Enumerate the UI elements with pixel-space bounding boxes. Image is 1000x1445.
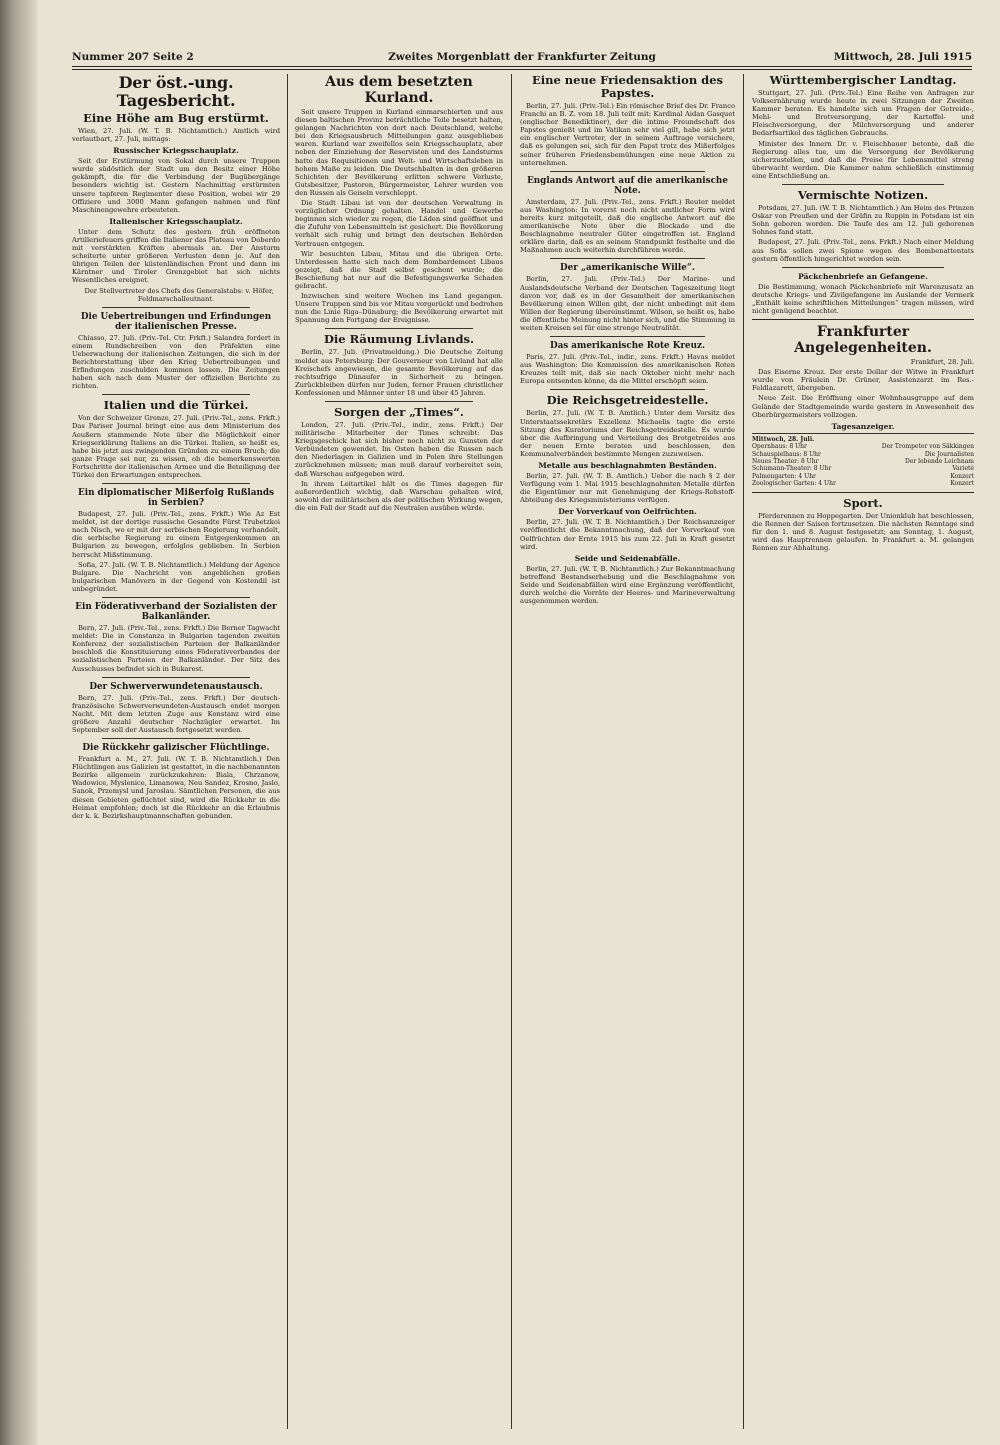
- headline-kurland: Aus dem besetzten Kurland.: [325, 74, 473, 106]
- article-text: Potsdam, 27. Juli. (W. T. B. Nichtamtlich.) Am Heim des Prinzen Oskar von Preußen und der Gräfin zu Ruppin in Potsdam ist ein Sohn geboren worden. Die Taufe des am 12. Juli geborenen Sohnes fand statt.: [752, 204, 974, 237]
- headline-italien-tuerkei: Italien und die Türkei.: [103, 398, 249, 413]
- article-text: Paris, 27. Juli. (Priv.-Tel., indir., zens. Frkft.) Havas meldet aus Washington: Die Kommission des amerikanischen Roten Kreuzes teilt mit, daß sie nach Oktober nicht mehr nach Europa entsenden könne, da die Mittel erschöpft seien.: [520, 353, 735, 386]
- article-text: Von der Schweizer Grenze, 27. Juli. (Priv.-Tel., zens. Frkft.) Das Pariser Journal bringt eine aus dem Ministerium des Aeußern stammende Note über die Möglichkeit einer Kriegserklärung Italiens an die Türkei. Italien, so heißt es, habe bis jetzt aus zwingenden Gründen zu einem Bruch; die ganze Frage sei nur, zu wissen, ob die bemerkenswerten Fortschritte der italienischen Armee und die Beteiligung der Türkei den Erwartungen entsprechen.: [72, 414, 280, 479]
- schedule-rows: [752, 443, 974, 487]
- schedule-table: [752, 433, 974, 488]
- book-spine: [0, 0, 38, 1445]
- article-text: Wir besuchten Libau, Mitau und die übrigen Orte. Unterdessen hatte sich nach dem Bombardement Libaus gezeigt, daß die Stadt selbst geschont wurde; die Beschießung hat nur auf die Befestigungswerke Schaden gebracht.: [295, 249, 503, 290]
- headline-presse: Die Uebertreibungen und Erfindungen der italienischen Presse.: [80, 311, 272, 332]
- article-text: Berlin, 27. Juli. (W. T. B. Amtlich.) Unter dem Vorsitz des Unterstaatssekretärs Exzellenz Michaelis tagte die erste Sitzung des Kuratoriums der Reichsgetreidestelle. Es wurde über die Aufbringung und Verteilung des Brotgetreides aus der neuen Ernte beraten und beschlossen, den Kommunalverbänden bestimmte Mengen zuzuweisen.: [520, 409, 735, 458]
- column-divider: [511, 74, 512, 1429]
- dateline: Wien, 27. Juli. (W. T. B. Nichtamtlich.) Amtlich wird verlautbart, 27. Juli, mittags:: [72, 127, 280, 144]
- schedule-row: [752, 451, 974, 458]
- issue-date: Mittwoch, 28. Juli 1915: [833, 51, 972, 63]
- column-3: [520, 74, 735, 1429]
- schedule-row: [752, 480, 974, 487]
- masthead: [72, 50, 972, 67]
- headline-england: Englands Antwort auf die amerikanische Note.: [527, 175, 728, 196]
- headline-paeckchen: Päckchenbriefe an Gefangene.: [798, 271, 928, 281]
- masthead-rule: [72, 69, 972, 70]
- article-text: Inzwischen sind weitere Wochen ins Land gegangen. Unsere Truppen sind bis vor Mitau vorgerückt und bedrohen nun die Linie Riga–Dünaburg; die Bevölkerung erwartet mit Spannung den Fortgang der Ereignisse.: [295, 292, 503, 325]
- headline-misserfolg: Ein diplomatischer Mißerfolg Rußlands in Serbien?: [78, 488, 274, 509]
- schedule-venue: Neues Theater: 8 Uhr: [752, 457, 819, 465]
- schedule-row: [752, 465, 974, 472]
- headline-galizien: Die Rückkehr galizischer Flüchtlinge.: [82, 743, 270, 754]
- column-4: [752, 74, 974, 1429]
- issue-number: Nummer 207 Seite 2: [72, 51, 194, 63]
- article-text: Pferderennen zu Hoppegarten. Der Unionklub hat beschlossen, die Rennen der Saison fortzusetzen. Die nächsten Renntage sind für den 1. und 8. August festgesetzt; am Sonntag, 1. August, wird das Hauptrennen gelaufen. In Frankfurt a. M. gelangen Rennen zur Abhaltung.: [752, 511, 974, 552]
- headline-wille: Der „amerikanische Wille“.: [560, 263, 695, 274]
- subhead-hoehe: Eine Höhe am Bug erstürmt.: [83, 111, 269, 125]
- schedule-event: Die Journalisten: [924, 450, 974, 458]
- article-text: London, 27. Juli. (Priv.-Tel., indir., zens. Frkft.) Der militärische Mitarbeiter der Times schreibt: Das Kriegsgeschick hat sich bisher noch nicht zu Gunsten der Verbündeten gewendet. Im Osten haben die Russen nach den Niederlagen in Galizien und in Polen ihre Stellungen zurücknehmen müssen; man muß darauf vorbereitet sein, daß Warschau aufgegeben wird.: [295, 421, 503, 478]
- schedule-venue: Schumann-Theater: 8 Uhr: [752, 465, 832, 473]
- headline-livland: Die Räumung Livlands.: [323, 332, 475, 347]
- schedule-row: [752, 473, 974, 480]
- article-text: Berlin, 27. Juli. (Priv.-Tel.) Ein römischer Brief des Dr. Franco Franchi an B. Z. vom 18. Juli teilt mit: Kardinal Aidan Gasquet (englischer Benediktiner), der die intime Freundschaft des Papstes genießt und im Vatikan sehr viel gilt, habe sich jetzt ein englischer Vertreter, der in seinem Auftrage versichere, daß es gelungen sei, sich für den Papst trotz des Mißerfolges seiner früheren Friedensbemühungen eine neue Aktion zu unternehmen.: [520, 102, 735, 167]
- article-text: Seit unsere Truppen in Kurland einmarschierten und aus diesen baltischen Provinz beträchtliche Teile besetzt halten, gelangen Nachrichten von dort nach Deutschland, welche bei den Kriegsausbruch Mitteilungen ganz ausgeblieben waren. Kurland war zweifellos sein Kriegsschauplatz, aber neben der Einziehung der Reservisten und des Landsturms hatte das Requisitionen und Welt- und Wirtschaftsleben in hohem Maße zu leiden. Die Deutschbalten in den größeren Schichten der Bevölkerung erlitten schwere Verluste, Gutsbesitzer, Pastoren, Bürgermeister, Lehrer wurden von den Russen als Geiseln verschleppt.: [295, 108, 503, 197]
- column-divider: [743, 74, 744, 1429]
- article-text: In ihrem Leitartikel hält es die Times dagegen für außerordentlich wichtig, daß Warschau gehalten wird, sowohl der militärischen als der politischen Wirkung wegen, die ein Fall der Stadt auf die Neutralen ausüben würde.: [295, 479, 503, 512]
- schedule-row: [752, 443, 974, 450]
- article-text: Bern, 27. Juli. (Priv.-Tel., zens. Frkft.) Die Berner Tagwacht meldet: Die in Constanza in Bulgarien tagenden zweiten Konferenz der sozialistischen Parteien der Balkanländer beschloß die Konstituierung eines Föderativverbandes der sozialistischen Parteien der Balkanländer. Der Sitz des Ausschusses befindet sich in Bukarest.: [72, 624, 280, 673]
- schedule-event: Varieté: [952, 465, 974, 473]
- article-text: Berlin, 27. Juli. (W. T. B. Nichtamtlich.) Zur Bekanntmachung betreffend Bestandserhebung und die Beschlagnahme von Seide und Seidenabfällen wird eine Ergänzung veröffentlicht, durch welche die Vorräte der Heeres- und Marineverwaltung ausgenommen werden.: [520, 564, 735, 606]
- article-text: Amsterdam, 27. Juli. (Priv.-Tel., zens. Frkft.) Reuter meldet aus Washington: In vorerst noch nicht amtlicher Form wird bereits kurz mitgeteilt, daß die englische Antwort auf die amerikanische Note über die Blockade und die Beschlagnahme neutraler Güter eingetroffen ist. England erkläre darin, daß es an seinem Standpunkt festhalte und die Maßnahmen auch weiterhin durchführen werde.: [520, 197, 735, 255]
- headline-times: Sorgen der „Times“.: [334, 405, 464, 419]
- headline-schwerverwundete: Der Schwerverwundetenaustausch.: [89, 681, 263, 692]
- column-1: [72, 74, 280, 1429]
- headline-vermischte: Vermischte Notizen.: [797, 188, 929, 203]
- article-text: Die Bestimmung, wonach Päckchenbriefe mit Warenzusatz an deutsche Kriegs- und Zivilgefangene im Auslande der Vermerk „Enthält keine schriftlichen Mitteilungen“ tragen müssen, wird nicht genügend beachtet.: [752, 282, 974, 315]
- column-2: [295, 74, 503, 1429]
- schedule-venue: Zoologischer Garten: 4 Uhr: [752, 480, 836, 488]
- article-text: Berlin, 27. Juli. (Privatmeldung.) Die Deutsche Zeitung meldet aus Petersburg: Der Gouverneur von Livland hat alle Kreischefs angewiesen, die gesamte Bevölkerung auf das rechtsufrige Dünaufer in Sicherheit zu bringen. Zurückbleiben dürfen nur Juden, ferner Frauen christlicher Konfessionen und Männer unter 18 und über 45 Jahren.: [295, 348, 503, 397]
- article-text: Bern, 27. Juli. (Priv.-Tel., zens. Frkft.) Der deutsch-französische Schwerverwundeten-Austausch endet morgen Nacht. Mit dem letzten Zuge aus Konstanz wird eine größere Anzahl deutscher Nachzügler erwartet. Im September soll der Austausch fortgesetzt werden.: [72, 693, 280, 734]
- section-russ: Russischer Kriegsschauplatz.: [113, 146, 239, 156]
- dateline: Frankfurt, 28. Juli.: [910, 358, 974, 367]
- headline-seide: Seide und Seidenabfälle.: [574, 553, 681, 563]
- article-text: Stuttgart, 27. Juli. (Priv.-Tel.) Eine Reihe von Anfragen zur Volksernährung wurde heute in zwei Sitzungen der Zweiten Kammer beraten. Es handelte sich um Fragen der Getreide-, Mehl- und Brotversorgung, der Kartoffel- und Fleischversorgung, der Milchversorgung und anderer Bedarfsartikel des täglichen Gebrauchs.: [752, 89, 974, 138]
- newspaper-title: Zweites Morgenblatt der Frankfurter Zeitung: [388, 51, 656, 63]
- article-text: Berlin, 27. Juli. (Priv.-Tel.) Der Marine- und Auslandsdeutsche Verband der Deutschen Tageszeitung liegt davon vor, daß es in der Gesamtheit der amerikanischen Bevölkerung einen Willen gibt, der nicht unbedingt mit dem Willen der Regierung übereinstimmt. Wilson, so heißt es, habe die öffentliche Meinung nicht hinter sich, und die Stimmung in weiten Kreisen sei für eine strenge Neutralität.: [520, 275, 735, 332]
- schedule-venue: Palmengarten: 4 Uhr: [752, 472, 816, 480]
- schedule-event: Konzert: [950, 480, 974, 488]
- section-ital: Italienischer Kriegsschauplatz.: [109, 216, 243, 226]
- article-text: Die Stadt Libau ist von der deutschen Verwaltung in vorzüglicher Ordnung gehalten. Handel und Gewerbe beginnen sich wieder zu regen, die Läden sind geöffnet und die Zufuhr von Lebensmitteln ist gesichert. Die Bevölkerung verhält sich ruhig und bringt den deutschen Behörden Vertrauen entgegen.: [295, 199, 503, 248]
- headline-metalle: Metalle aus beschlagnahmten Beständen.: [538, 461, 717, 470]
- headline-foederativ: Ein Föderativverband der Sozialisten der Balkanländer.: [75, 602, 277, 623]
- article-text: Sofia, 27. Juli. (W. T. B. Nichtamtlich.) Meldung der Agence Bulgare. Die Nachricht von angeblichen großen bulgarischen Manövern in der Gegend von Kostendil ist unbegründet.: [72, 560, 280, 593]
- schedule-venue: Opernhaus: 8 Uhr: [752, 443, 807, 451]
- article-text: Das Eiserne Kreuz. Der erste Dollar der Witwe in Frankfurt wurde von Fräulein Dr. Grüner, Assistenzarzt im Res.-Feldlazarett, übergeben.: [752, 368, 974, 393]
- schedule-venue: Schauspielhaus: 8 Uhr: [752, 450, 821, 458]
- headline-frankfurt: Frankfurter Angelegenheiten.: [794, 324, 932, 357]
- article-text: Berlin, 27. Juli. (W. T. B. Amtlich.) Ueber die nach § 2 der Verfügung vom 1. Mai 1915 beschlagnahmten Metalle dürfen die Eigentümer nur mit Genehmigung der Kriegs-Rohstoff-Abteilung des Kriegsministeriums verfügen.: [520, 472, 735, 505]
- headline-reichsgetreide: Die Reichsgetreidestelle.: [546, 393, 709, 408]
- headline-tagesanzeiger: Tagesanzeiger.: [831, 421, 895, 431]
- article-text: Minister des Innern Dr. v. Fleischhauer betonte, daß die Regierung alles tue, um die Versorgung der Bevölkerung sicherzustellen, und daß die Preise für Lebensmittel streng überwacht werden. Die Kammer nahm schließlich einstimmig eine Entschließung an.: [752, 139, 974, 180]
- article-text: Berlin, 27. Juli. (W. T. B. Nichtamtlich.) Der Reichsanzeiger veröffentlicht die Bekanntmachung, daß der Vorverkauf von Oelfrüchten der Ernte 1915 bis zum 22. Juli in Kraft gesetzt wird.: [520, 518, 735, 551]
- article-text: Neue Zeit. Die Eröffnung einer Wohnhausgruppe auf dem Gelände der Stadtgemeinde wurde gestern in Anwesenheit des Oberbürgermeisters vollzogen.: [752, 394, 974, 419]
- article-text: Budapest, 27. Juli. (Priv.-Tel., zens. Frkft.) Nach einer Meldung aus Sofia sollen zwei Spione wegen des Bombenattentats gestern öffentlich hingerichtet worden sein.: [752, 238, 974, 263]
- headline-rotes-kreuz: Das amerikanische Rote Kreuz.: [549, 341, 706, 352]
- schedule-event: Der lebende Leichnam: [905, 457, 974, 465]
- schedule-event: Konzert: [950, 472, 974, 480]
- article-text: Frankfurt a. M., 27. Juli. (W. T. B. Nichtamtlich.) Den Flüchtlingen aus Galizien ist gestattet, in die nachbenannten Bezirke allgemein zurückzukehren: Biala, Chrzanow, Wadowice, Myslenice, Limanowa, Neu Sandez, Krosno, Jaslo, Sanok, Przemysl und Jaroslau. Sämtlichen Personen, die aus diesen Gebieten geflüchtet sind, wird die Rückkehr in die Heimat empfohlen; doch ist die Rückkehr an die Erlaubnis der k. k. Bezirkshauptmannschaften gebunden.: [72, 755, 280, 820]
- headline-sport: Sport.: [843, 495, 883, 510]
- schedule-row: [752, 458, 974, 465]
- article-text: Chiasso, 27. Juli. (Priv.-Tel. Ctr. Frkft.) Salandra fordert in einem Rundschreiben von den Präfekten eine Ueberwachung der italienischen Zeitungen, die sich in der Berichterstattung über den Krieg Uebertreibungen und Erfindungen zuschulden kommen lassen. Die Zeitungen haben sich nach dem Muster der offiziellen Berichte zu richten.: [72, 333, 280, 391]
- headline-papst: Eine neue Friedensaktion des Papstes.: [531, 74, 724, 100]
- article-text: Unter dem Schutz des gestern früh eröffneten Artilleriefeuers griffen die Italiener das Plateau von Doberdo mit verstärkten Kräften abermals an. Der Ansturm scheiterte unter größeren Verlusten denn je. Auf den übrigen Teilen der küstenländischen Front und dann im Kärntner und Tiroler Grenzgebiet hat sich nichts Wesentliches ereignet.: [72, 227, 280, 285]
- signature: Der Stellvertreter des Chefs des Generalstabs: v. Höfer, Feldmarschalleutnant.: [84, 286, 274, 303]
- schedule-event: Der Trompeter von Säkkingen: [881, 443, 974, 451]
- headline-tagesbericht: Der öst.-ung. Tagesbericht.: [116, 74, 236, 110]
- article-text: Seit der Erstürmung von Sokal durch unsere Truppen wurde südöstlich der Stadt um den Besitz einer Höhe gekämpft, die für die Verbindung der Bugübergänge besonders wichtig ist. Gestern Nachmittag erstürmten unsere tapferen Regimenter diese Position, wobei wir 29 Offiziere und 3000 Mann gefangen nahmen und fünf Maschinengewehre erbeuteten.: [72, 157, 280, 214]
- headline-landtag: Württembergischer Landtag.: [769, 74, 957, 87]
- article-text: Budapest, 27. Juli. (Priv.-Tel., zens. Frkft.) Wie Az Est meldet, ist der dortige russische Gesandte Fürst Trubetzkoi nach Nisch, wo er mit der serbischen Regierung verhandelt, die serbische Regierung zu einem Entgegenkommen an Bulgarien zu bewegen, erfolglos geblieben. In Serbien herrscht Mißstimmung.: [72, 510, 280, 559]
- column-divider: [287, 74, 288, 1429]
- headline-vorkauf: Der Vorverkauf von Oelfrüchten.: [558, 507, 697, 517]
- schedule-title: Mittwoch, 28. Juli.: [752, 435, 815, 443]
